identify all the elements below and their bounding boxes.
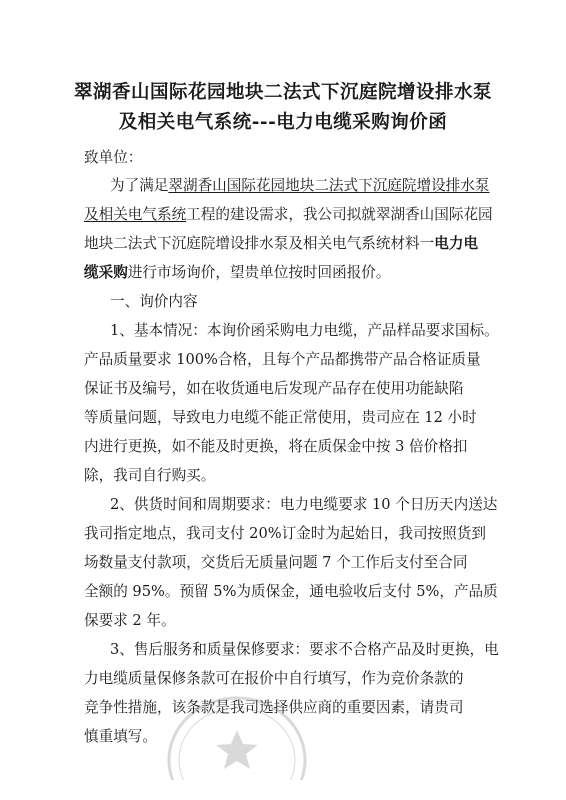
item1-line: 产品质量要求 100%合格，且每个产品都携带产品合格证质量: [84, 351, 481, 368]
item2-line: 全额的 95%。预留 5%为质保金，通电验收后支付 5%，产品质: [84, 583, 498, 600]
document-title-line-2: 及相关电气系统---电力电缆采购询价函: [118, 112, 448, 133]
item1-line: 内进行更换，如不能及时更换，将在质保金中按 3 倍价格扣: [84, 438, 468, 455]
seal-stamp-icon: [162, 690, 312, 780]
item3-line: 力电缆质量保修条款可在报价中自行填写，作为竞价条款的: [84, 670, 464, 687]
intro-line-3: [84, 234, 478, 254]
item1-line: 保证书及编号，如在收货通电后发现产品存在使用功能缺陷: [84, 380, 464, 397]
project-name-underlined: 及相关电气系统: [84, 206, 187, 223]
item3-line: 竞争性措施，该条款是我司选择供应商的重要因素，请贵司: [84, 699, 464, 716]
section-heading: 一、询价内容: [110, 293, 198, 310]
project-name-underlined: 翠湖香山国际花园地块二法式下沉庭院增设排水泵: [168, 177, 490, 194]
item1-line: 等质量问题，导致电力电缆不能正常使用，贵司应在 12 小时: [84, 409, 477, 426]
intro-line-1: [110, 176, 489, 196]
item1-line: 除，我司自行购买。: [84, 467, 216, 484]
item2-line: 场数量支付款项，交货后无质量问题 7 个工作后支付至合同: [84, 554, 468, 571]
intro-text: 为了满足: [110, 177, 169, 194]
item3-line: 3、售后服务和质量保修要求：要求不合格产品及时更换，电: [110, 641, 499, 658]
item2-line: 保要求 2 年。: [84, 612, 176, 629]
intro-bold-text: 电力电: [434, 235, 479, 252]
intro-text: 地块二法式下沉庭院增设排水泵及相关电气系统材料一: [84, 235, 435, 252]
item2-line: 我司指定地点，我司支付 20%订金时为起始日，我司按照货到: [84, 525, 486, 542]
item3-line: 慎重填写。: [84, 728, 157, 745]
intro-text: 工程的建设需求，我公司拟就翠湖香山国际花园: [186, 206, 493, 223]
intro-bold-text: 缆采购: [84, 264, 128, 281]
item1-line: 1、基本情况：本询价函采购电力电缆，产品样品要求国标。: [110, 322, 499, 339]
intro-text: 进行市场询价，望贵单位按时回函报价。: [127, 264, 391, 281]
item2-line: 2、供货时间和周期要求：电力电缆要求 10 个日历天内送达: [110, 496, 498, 513]
document-title-line-1: 翠湖香山国际花园地块二法式下沉庭院增设排水泵: [73, 82, 492, 103]
intro-line-4: [84, 263, 391, 283]
salutation: 致单位：: [84, 149, 143, 166]
intro-line-2: [84, 205, 493, 225]
